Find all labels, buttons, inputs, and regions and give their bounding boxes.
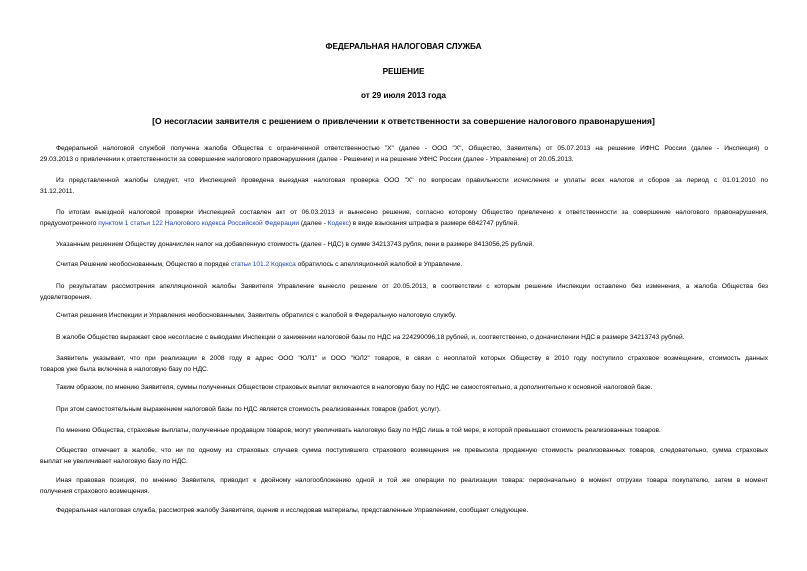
agency-heading: ФЕДЕРАЛЬНАЯ НАЛОГОВАЯ СЛУЖБА (325, 42, 482, 51)
paragraph-complaint-fns (40, 310, 768, 321)
paragraph-line (40, 259, 768, 270)
paragraph-audit-results (40, 207, 768, 229)
paragraph-line: получения страхового возмещения. (40, 488, 150, 495)
paragraph-line: 29.03.2013 о привлечении к ответственности за совершение налогового правонарушения (далее - Решение) и на решение УФНС России (далее - Управление) от 20.05.2013. (40, 156, 574, 163)
paragraph-vat-assessed (40, 239, 768, 250)
paragraph-disagreement (40, 332, 768, 343)
paragraph-insurance-payments (40, 382, 768, 393)
paragraph-line: Федеральная налоговая служба, рассмотрев жалобу Заявителя, оценив и исследовав материалы, представленные Управлением, сообщает следующее. (56, 507, 529, 514)
link-code[interactable]: Кодекс (327, 220, 349, 227)
paragraph-line: Из представленной жалобы следует, что Инспекцией проведена выездная налоговая проверка ООО "Х" по вопросам правильности исчисления и уплаты всех налогов и сборов за период с 01.01.2010 по (56, 177, 768, 184)
link-article-122[interactable]: пунктом 1 статьи 122 Налогового кодекса Российской Федерации (98, 220, 300, 227)
paragraph-line: По мнению Общества, страховые выплаты, полученные продавцом товаров, могут увеличивать налоговую базу по НДС лишь в той мере, в которой превышают стоимость реализованных товаров. (56, 427, 661, 434)
paragraph-line: удовлетворения. (40, 294, 92, 301)
paragraph-tax-base (40, 404, 768, 415)
paragraph-insurance-cases (40, 445, 768, 467)
document-title: [О несогласии заявителя с решением о привлечении к ответственности за совершение налогового правонарушения] (152, 116, 655, 126)
paragraph-line: Указанным решением Обществу доначислен налог на добавленную стоимость (далее - НДС) в сумме 34213743 рубля, пени в размере 8413056,25 рублей. (56, 241, 535, 248)
paragraph-line: 31.12.2011. (40, 188, 75, 195)
paragraph-fns-conclusion (40, 505, 768, 516)
paragraph-line: В жалобе Общество выражает свое несогласие с выводами Инспекции о занижении налоговой базы по НДС на 224290096,18 рублей, и, соответственно, о доначислении НДС в размере 34213743 рублей. (56, 334, 685, 341)
paragraph-line: товаров уже была включена в налоговую базу по НДС. (40, 366, 209, 373)
paragraph-line: Федеральной налоговой службой получена жалоба Общества с ограниченной ответственностью "Х" (далее - ООО "Х", Общество, Заявитель) от 05.07.2013 на решение ИФНС России (далее - Инспекция) о (56, 145, 768, 152)
link-article-101-2[interactable]: статьи 101.2 Кодекса (230, 261, 296, 268)
paragraph-line: выплат не увеличивает налоговую базу по НДС. (40, 458, 188, 465)
document-date: от 29 июля 2013 года (361, 91, 446, 100)
text-fragment: обратилось с апелляционной жалобой в Управление. (295, 261, 463, 268)
paragraph-line: Общество отмечает в жалобе, что ни по одному из страховых случаев сумма поступившего страхового возмещения не превысила продажную стоимость реализованных товаров, следовательно, сумма страховых (56, 447, 768, 454)
paragraph-complaint-received (40, 143, 768, 165)
document-type-heading: РЕШЕНИЕ (382, 67, 425, 76)
paragraph-line: Считая решения Инспекции и Управления необоснованными, Заявитель обратился с жалобой в Федеральную налоговую службу. (56, 312, 457, 319)
paragraph-line (40, 218, 768, 229)
paragraph-line: Иная правовая позиция, по мнению Заявителя, приводит к двойному налогообложению одной и той же операции по реализации товара: первоначально в момент отгрузки товара покупателю, затем в момент (56, 477, 768, 484)
text-fragment: (далее - (299, 220, 328, 227)
paragraph-applicant-argument (40, 353, 768, 375)
paragraph-line: Таким образом, по мнению Заявителя, суммы полученных Обществом страховых выплат включаются в налоговую базу по НДС не самостоятельно, а дополнительно к основной налоговой базе. (56, 384, 653, 391)
text-fragment: ) в виде взыскания штрафа в размере 6842747 рублей. (348, 220, 520, 227)
paragraph-tax-audit (40, 175, 768, 197)
paragraph-line: По результатам рассмотрения апелляционной жалобы Заявителя Управление вынесло решение от 20.05.2013, в соответствии с которым решение Инспекции оставлено без изменения, а жалоба Общества без (56, 283, 768, 290)
text-fragment: Считая Решение необоснованным, Общество в порядке (56, 261, 231, 268)
paragraph-line: Заявитель указывает, что при реализации в 2008 году в адрес ООО "ЮЛ1" и ООО "ЮЛ2" товаров, в связи с неоплатой которых Обществу в 2010 году поступило страховое возмещение, стоимость данных (56, 355, 768, 362)
text-fragment: предусмотренного (40, 220, 99, 227)
paragraph-double-taxation (40, 475, 768, 497)
paragraph-appeal-result (40, 281, 768, 303)
paragraph-line: При этом самостоятельным выражением налоговой базы по НДС является стоимость реализованных товаров (работ, услуг). (56, 406, 441, 413)
paragraph-company-opinion (40, 425, 768, 436)
paragraph-line: По итогам выездной налоговой проверки Инспекцией составлен акт от 06.03.2013 и вынесено решение, согласно которому Общество привлечено к ответственности за совершение налогового правонарушения, (56, 209, 768, 216)
paragraph-appeal (40, 259, 768, 270)
